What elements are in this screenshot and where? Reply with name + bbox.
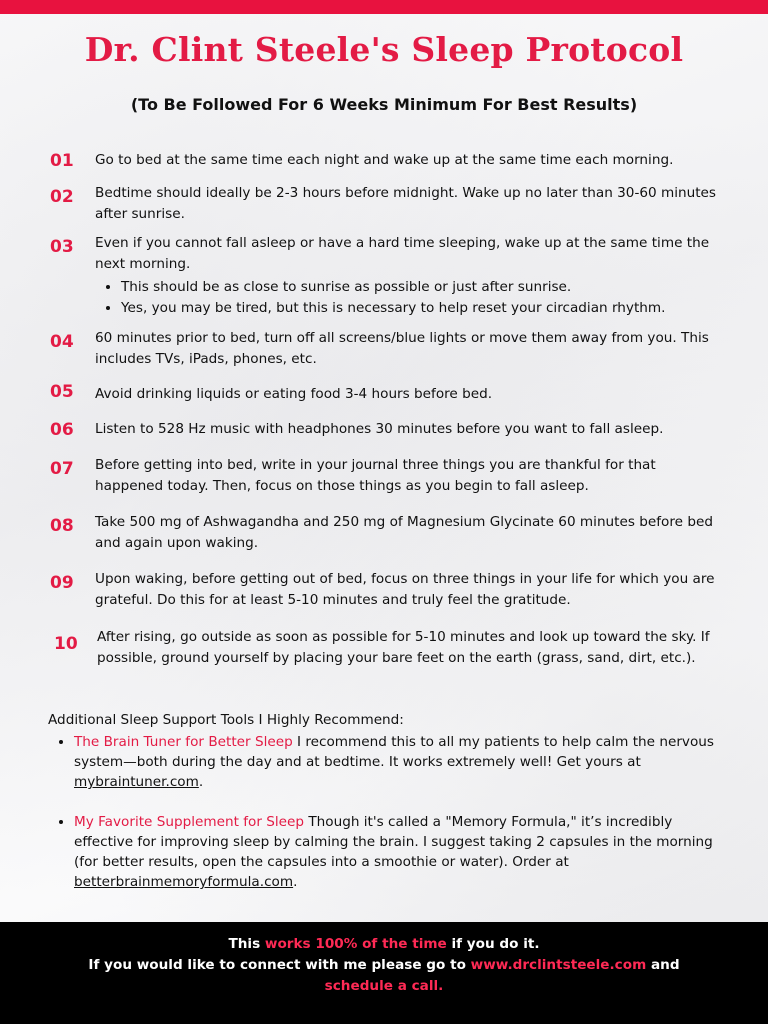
step-text: Listen to 528 Hz music with headphones 30 minutes before you want to fall asleep. bbox=[95, 421, 664, 437]
step-text: Bedtime should ideally be 2-3 hours before midnight. Wake up no later than 30-60 minutes after sunrise. bbox=[95, 185, 716, 222]
tool-item-brain-tuner bbox=[74, 732, 718, 792]
bullet-item: • Yes, you may be tired, but this is necessary to help reset your circadian rhythm. bbox=[121, 298, 720, 319]
step-number: 07 bbox=[50, 459, 74, 479]
footer-line-3 bbox=[0, 976, 768, 997]
step-text: Even if you cannot fall asleep or have a hard time sleeping, wake up at the same time the next morning. bbox=[95, 235, 710, 272]
additional-tools-heading: Additional Sleep Support Tools I Highly Recommend: bbox=[48, 712, 404, 728]
schedule-call-link[interactable]: schedule a call. bbox=[324, 978, 444, 994]
tool-end: . bbox=[198, 774, 204, 790]
page-title: Dr. Clint Steele's Sleep Protocol bbox=[84, 30, 684, 69]
step-text-block bbox=[95, 233, 720, 319]
page-subtitle: (To Be Followed For 6 Weeks Minimum For Best Results) bbox=[130, 95, 638, 114]
footer-text: if you do it. bbox=[446, 936, 540, 952]
footer-text: If you would like to connect with me please go to bbox=[88, 957, 471, 973]
additional-tools-section bbox=[48, 710, 718, 912]
tool-highlight[interactable]: My Favorite Supplement for Sleep bbox=[74, 814, 305, 830]
step-bullet-list bbox=[95, 277, 720, 319]
step-text: Go to bed at the same time each night and wake up at the same time each morning. bbox=[95, 152, 674, 168]
tool-item-supplement bbox=[74, 812, 718, 892]
footer-banner bbox=[0, 922, 768, 1024]
tools-list bbox=[48, 732, 718, 892]
step-number: 01 bbox=[50, 151, 74, 171]
step-text: Avoid drinking liquids or eating food 3-4 hours before bed. bbox=[95, 386, 493, 402]
website-link[interactable]: www.drclintsteele.com bbox=[470, 957, 647, 973]
step-text: Upon waking, before getting out of bed, focus on three things in your life for which you are grateful. Do this for at least 5-10 minutes and truly feel the gratitude. bbox=[95, 571, 715, 608]
step-text: 60 minutes prior to bed, turn off all screens/blue lights or move them away from you. This includes TVs, iPads, phones, etc. bbox=[95, 330, 709, 367]
footer-highlight: works 100% of the time bbox=[264, 936, 447, 952]
footer-line-2 bbox=[0, 955, 768, 976]
step-number: 03 bbox=[50, 237, 74, 257]
tool-description: I recommend this to all my patients to help calm the nervous system—both during the day and at bedtime. It works extremely well! Get yours at bbox=[74, 734, 714, 770]
step-number: 08 bbox=[50, 516, 74, 536]
footer-text: This bbox=[228, 936, 265, 952]
bullet-item: • This should be as close to sunrise as possible or just after sunrise. bbox=[121, 277, 720, 298]
step-number: 06 bbox=[50, 420, 74, 440]
tool-highlight[interactable]: The Brain Tuner for Better Sleep bbox=[74, 734, 293, 750]
step-text: Before getting into bed, write in your journal three things you are thankful for that happened today. Then, focus on those things as you begin to fall asleep. bbox=[95, 457, 656, 494]
step-number: 04 bbox=[50, 332, 74, 352]
tool-description: Though it's called a "Memory Formula," it’s incredibly effective for improving sleep by calming the brain. I suggest taking 2 capsules in the morning (for better results, open the capsules into a smoothie or water). Order at bbox=[74, 814, 713, 870]
step-text: After rising, go outside as soon as possible for 5-10 minutes and look up toward the sky. If possible, ground yourself by placing your bare feet on the earth (grass, sand, dirt, etc.). bbox=[97, 629, 710, 666]
step-number: 09 bbox=[50, 573, 74, 593]
step-number: 10 bbox=[54, 634, 78, 654]
step-text: Take 500 mg of Ashwagandha and 250 mg of Magnesium Glycinate 60 minutes before bed and again upon waking. bbox=[95, 514, 713, 551]
tool-link[interactable]: betterbrainmemoryformula.com bbox=[74, 874, 294, 890]
footer-line-1 bbox=[0, 934, 768, 955]
step-number: 02 bbox=[50, 187, 74, 207]
footer-text: and bbox=[646, 957, 680, 973]
tool-end: . bbox=[293, 874, 298, 890]
tool-link[interactable]: mybraintuner.com bbox=[74, 774, 199, 790]
top-accent-bar bbox=[0, 0, 768, 14]
step-number: 05 bbox=[50, 382, 74, 402]
